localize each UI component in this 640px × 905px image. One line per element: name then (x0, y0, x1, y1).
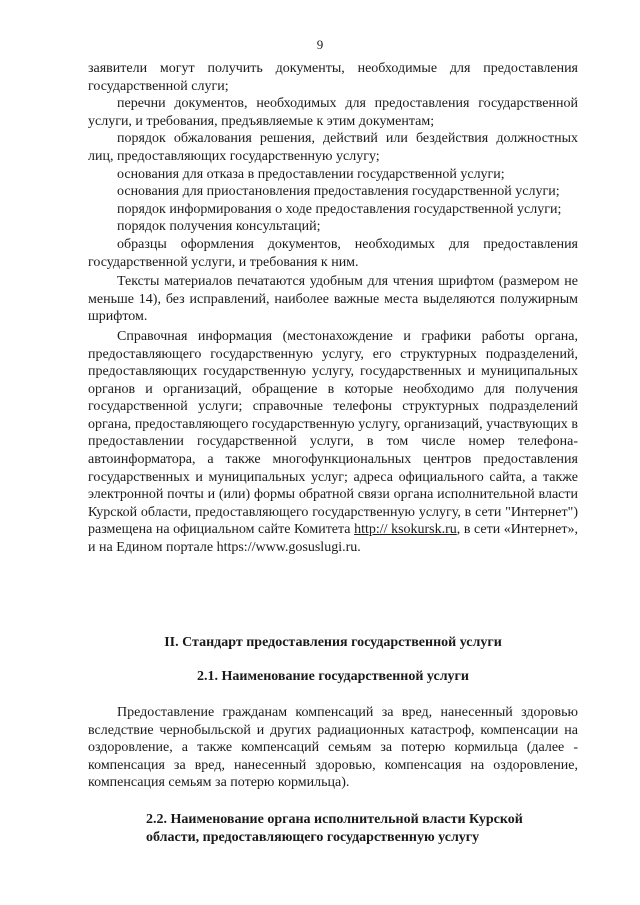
section-2-heading: II. Стандарт предоставления государственной услуги (164, 635, 502, 650)
list-item: образцы оформления документов, необходимых для предоставления государственной услуги, и требования к ним. (88, 236, 578, 270)
list-item: порядок получения консультаций; (117, 219, 321, 235)
reference-paragraph (88, 328, 578, 557)
page-number: 9 (316, 37, 324, 52)
section-2-2-heading (88, 811, 578, 847)
list-item: перечни документов, необходимых для предоставления государственной услуги, и требования, предъявляемые к этим документам; (88, 96, 578, 129)
section-2-2-heading-line2: области, предоставляющего государственную услугу (146, 830, 480, 845)
section-2-1-heading: 2.1. Наименование государственной услуги (197, 669, 469, 684)
list-item: основания для приостановления предоставления государственной услуги; (117, 184, 560, 200)
section-2-1-paragraph: Предоставление гражданам компенсаций за вред, нанесенный здоровью вследствие чернобыльской и других радиационных катастроф, компенсации на оздоровление, а также компенсаций семьям за потерю кормильца (далее - компенсация за вред, нанесенный здоровью, компенсация на оздоровление, компенсация семьям за потерю кормильца). (88, 705, 578, 791)
texts-paragraph: Тексты материалов печатаются удобным для чтения шрифтом (размером не меньше 14), без исправлений, наиболее важные места выделяются полужирным шрифтом. (88, 274, 578, 325)
list-item: основания для отказа в предоставлении государственной услуги; (117, 166, 505, 182)
list-item: заявители могут получить документы, необходимые для предоставления государственной слуги; (88, 61, 578, 94)
list-item: порядок обжалования решения, действий или бездействия должностных лиц, предоставляющих государственную услугу; (88, 131, 578, 164)
committee-site-link[interactable]: http:// ksokursk.ru (354, 522, 457, 538)
list-item: порядок информирования о ходе предоставления государственной услуги; (117, 201, 562, 217)
section-2-2-heading-line1: 2.2. Наименование органа исполнительной власти Курской (146, 812, 523, 827)
reference-text-end: , в сети «Интернет», и на Едином портале https://www.gosuslugi.ru. (88, 522, 579, 556)
reference-text: Справочная информация (местонахождение и графики работы органа, предоставляющего государственную услугу, его структурных подразделений, предоставляющих государственную услугу, государственных и муниципальных органов и организаций, обращение в которые необходимо для получения государственной услуги; справочные телефоны структурных подразделений органа, предоставляющего государственную услугу, организаций, участвующих в предоставлении государственной услуги, в том числе номер телефона-автоинформатора, а также многофункциональных центров предоставления государственных и муниципальных услуг; адреса официального сайта, а также электронной почты и (или) формы обратной связи органа исполнительной власти Курской области, предоставляющего государственную услугу, в сети "Интернет") размещена на официальном сайте Комитета (88, 328, 578, 538)
document-body (88, 60, 578, 557)
